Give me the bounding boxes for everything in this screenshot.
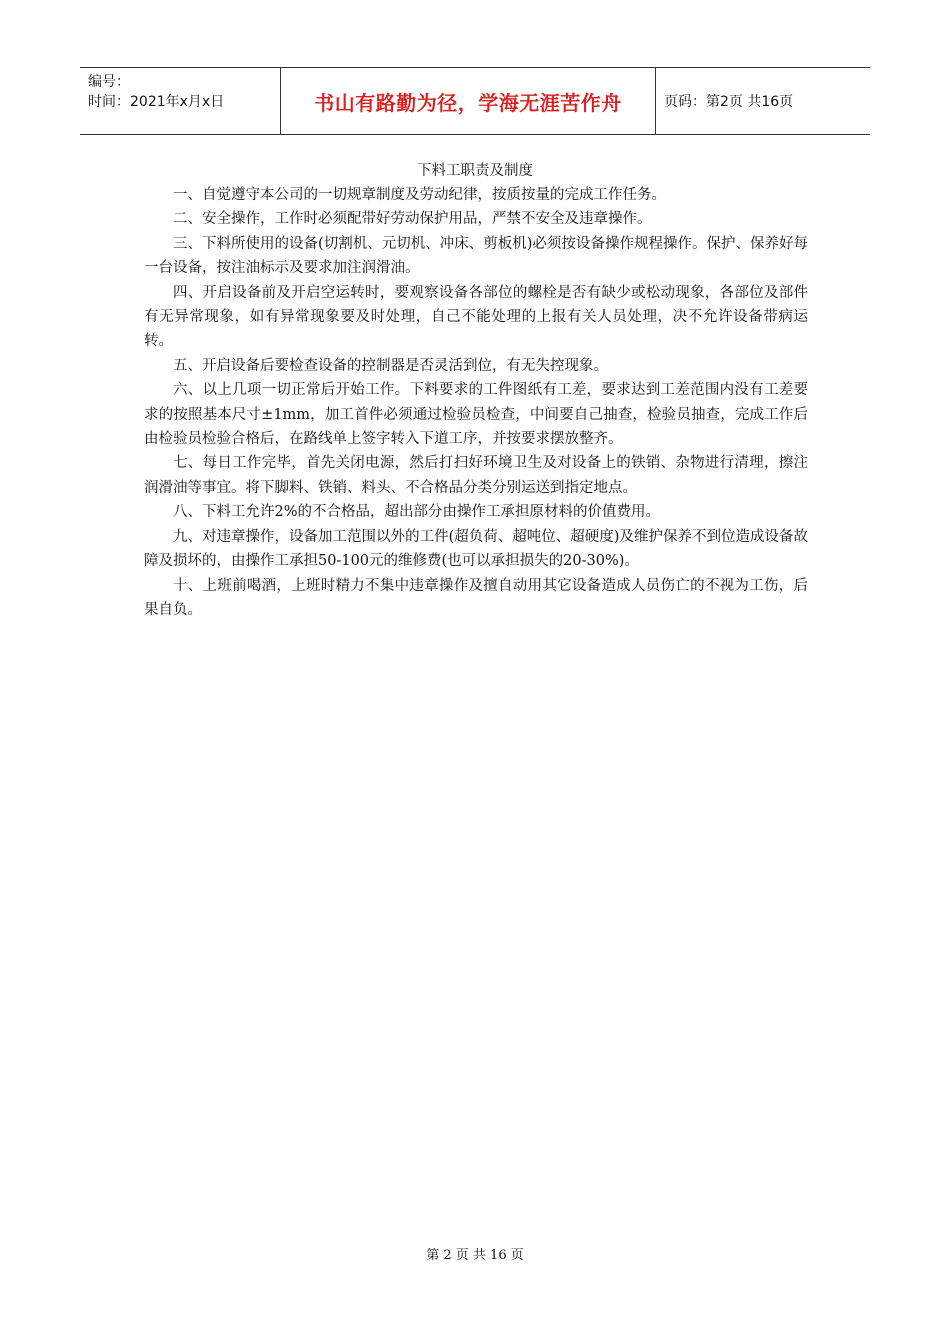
paragraph: 九、对违章操作，设备加工范围以外的工件(超负荷、超吨位、超硬度)及维护保养不到位造成设备故障及损坏的，由操作工承担50-100元的维修费(也可以承担损失的20-30%)。 — [144, 528, 808, 570]
paragraph: 八、下料工允许2%的不合格品，超出部分由操作工承担原材料的价值费用。 — [173, 504, 661, 521]
document-title: 下料工职责及制度 — [417, 163, 533, 179]
paragraph: 一、自觉遵守本公司的一切规章制度及劳动纪律，按质按量的完成工作任务。 — [173, 187, 666, 203]
document-body — [144, 183, 808, 622]
paragraph: 四、开启设备前及开启空运转时，要观察设备各部位的螺栓是否有缺少或松动现象，各部位及部件有无异常现象，如有异常现象要及时处理，自己不能处理的上报有关人员处理，决不允许设备带病运转。 — [144, 284, 808, 350]
document-code-label: 编号： — [88, 74, 130, 90]
paragraph: 五、开启设备后要检查设备的控制器是否灵活到位，有无失控现象。 — [173, 357, 608, 374]
paragraph: 二、安全操作，工作时必须配带好劳动保护用品，严禁不安全及违章操作。 — [173, 211, 652, 228]
paragraph: 六、以上几项一切正常后开始工作。下料要求的工件图纸有工差，要求达到工差范围内没有工差要求的按照基本尺寸±1mm，加工首件必须通过检验员检查，中间要自己抽查，检验员抽查，完成工作后由检验员检验合格后，在路线单上签字转入下道工序，并按要求摆放整齐。 — [144, 382, 808, 448]
paragraph: 十、上班前喝酒，上班时精力不集中违章操作及擅自动用其它设备造成人员伤亡的不视为工伤，后果自负。 — [144, 577, 808, 618]
paragraph: 三、下料所使用的设备(切割机、元切机、冲床、剪板机)必须按设备操作规程操作。保护、保养好每一台设备，按注油标示及要求加注润滑油。 — [144, 235, 808, 277]
header-table — [80, 67, 870, 135]
page-footer: 第 2 页 共 16 页 — [426, 1248, 524, 1263]
header-page-info: 页码：第2页 共16页 — [664, 94, 794, 110]
document-date: 时间：2021年x月x日 — [88, 94, 225, 110]
header-motto: 书山有路勤为径，学海无涯苦作舟 — [281, 68, 656, 134]
header-meta-cell — [80, 68, 281, 134]
paragraph: 七、每日工作完毕，首先关闭电源，然后打扫好环境卫生及对设备上的铁销、杂物进行清理，擦注润滑油等事宜。将下脚料、铁销、料头、不合格品分类分别运送到指定地点。 — [144, 455, 808, 496]
